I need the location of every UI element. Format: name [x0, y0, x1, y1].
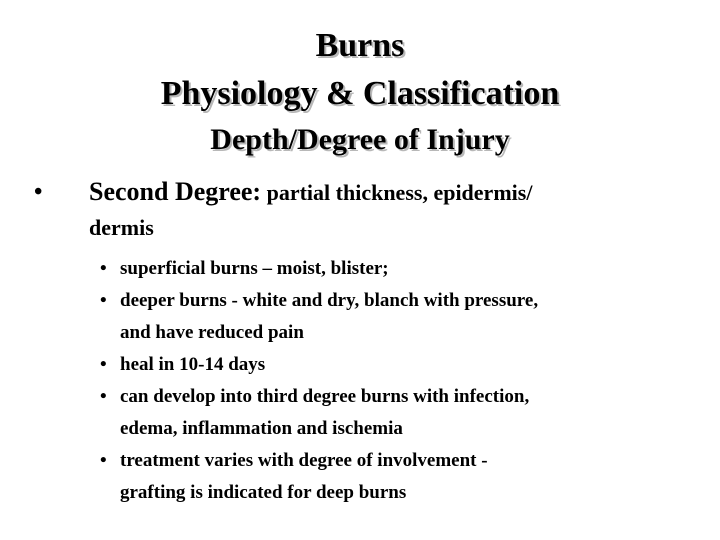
list-item-text-continued: grafting is indicated for deep burns: [120, 482, 407, 503]
list-item-text-continued: and have reduced pain: [120, 322, 304, 343]
slide-title: Burns: [315, 27, 405, 64]
bullet-marker: •: [34, 179, 43, 205]
sub-bullet-list: [100, 253, 680, 509]
list-item-text: treatment varies with degree of involvement -: [120, 450, 488, 471]
main-bullet-description: partial thickness, epidermis/: [261, 180, 533, 205]
main-bullet-line-1: [89, 174, 532, 211]
list-item-text: superficial burns – moist, blister;: [120, 258, 389, 279]
list-item: [100, 445, 680, 509]
slide-subtitle: Depth/Degree of Injury: [210, 123, 510, 156]
list-item-text: deeper burns - white and dry, blanch with pressure,: [120, 290, 539, 311]
main-bullet-term: Second Degree:: [89, 177, 262, 206]
main-bullet-line-2: dermis: [89, 215, 154, 240]
list-item: [100, 285, 680, 349]
list-item: [100, 349, 680, 381]
list-item-text-continued: edema, inflammation and ischemia: [120, 418, 403, 439]
slide-title-line-2: Physiology & Classification: [160, 75, 560, 112]
list-item-text: heal in 10-14 days: [120, 354, 266, 375]
list-item: [100, 381, 680, 445]
bullet-marker: •: [100, 354, 107, 375]
list-item-text: can develop into third degree burns with infection,: [120, 386, 530, 407]
bullet-marker: •: [100, 450, 107, 471]
bullet-marker: •: [100, 386, 107, 407]
bullet-marker: •: [100, 258, 107, 279]
list-item: [100, 253, 680, 285]
bullet-marker: •: [100, 290, 107, 311]
